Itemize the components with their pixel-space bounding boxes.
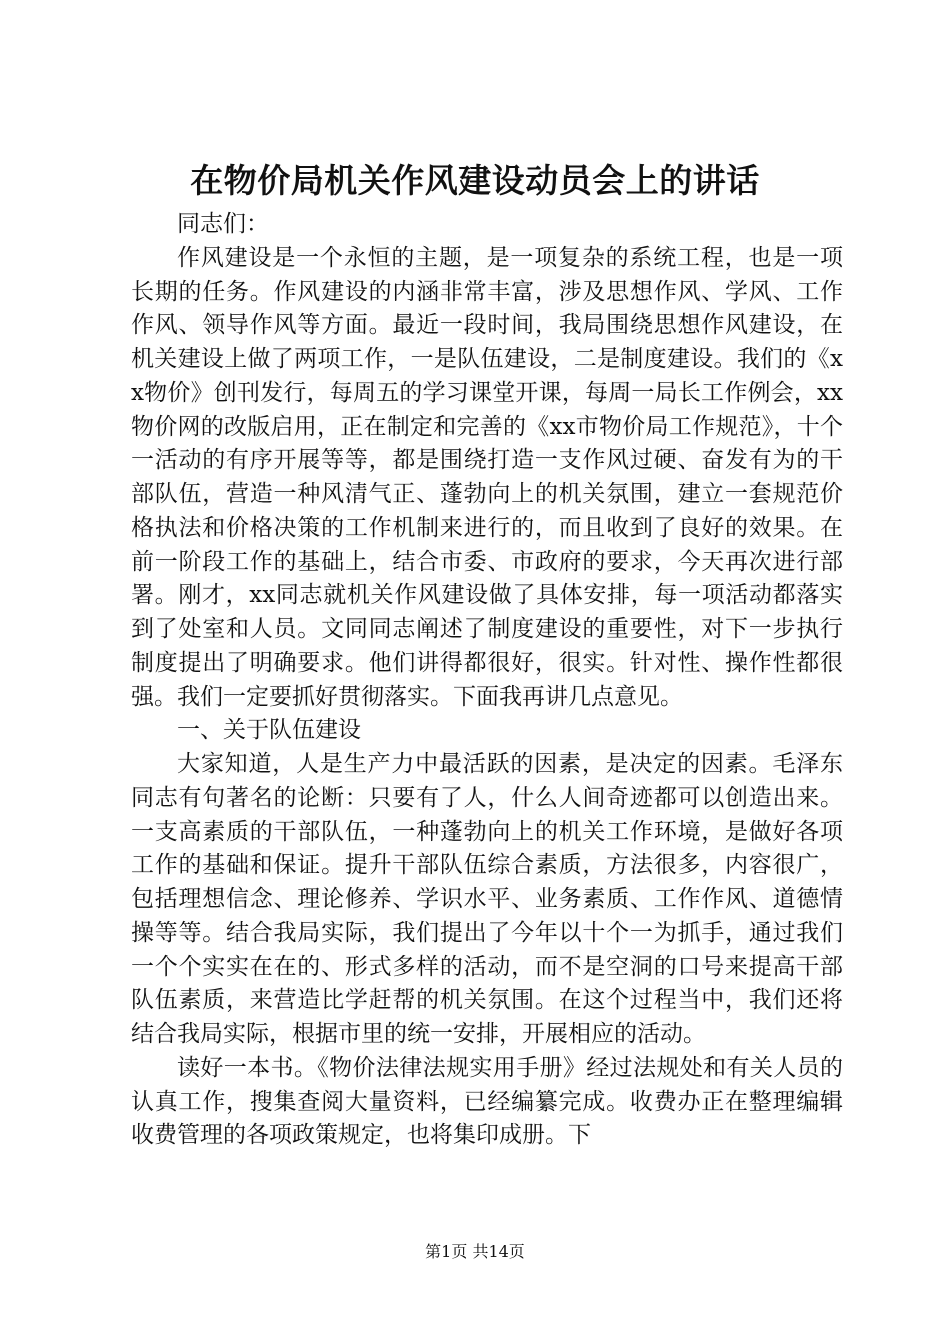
- document-title: 在物价局机关作风建设动员会上的讲话: [190, 161, 760, 200]
- section-heading: 一、关于队伍建设: [177, 717, 361, 744]
- paragraph-read-a-book: 读好一本书。《物价法律法规实用手册》经过法规处和有关人员的认真工作，搜集查阅大量资料，已经编纂完成。收费办正在整理编辑收费管理的各项政策规定，也将集印成册。下: [131, 1054, 843, 1149]
- document-body: [131, 208, 843, 1153]
- salutation: 同志们：: [177, 211, 269, 237]
- paragraph-team-building: 大家知道，人是生产力中最活跃的因素，是决定的因素。毛泽东同志有句著名的论断：只要有了人，什么人间奇迹都可以创造出来。一支高素质的干部队伍，一种蓬勃向上的机关工作环境，是做好各项工作的基础和保证。提升干部队伍综合素质，方法很多，内容很广，包括理想信念、理论修养、学识水平、业务素质、工作作风、道德情操等等。结合我局实际，我们提出了今年以十个一为抓手，通过我们一个个实实在在的、形式多样的活动，而不是空洞的口号来提高干部队伍素质，来营造比学赶帮的机关氛围。在这个过程当中，我们还将结合我局实际，根据市里的统一安排，开展相应的活动。: [131, 751, 843, 1047]
- paragraph-intro: 作风建设是一个永恒的主题，是一项复杂的系统工程，也是一项长期的任务。作风建设的内涵非常丰富，涉及思想作风、学风、工作作风、领导作风等方面。最近一段时间，我局围绕思想作风建设，在机关建设上做了两项工作，一是队伍建设，二是制度建设。我们的《xx物价》创刊发行，每周五的学习课堂开课，每周一局长工作例会，xx物价网的改版启用，正在制定和完善的《xx市物价局工作规范》，十个一活动的有序开展等等，都是围绕打造一支作风过硬、奋发有为的干部队伍，营造一种风清气正、蓬勃向上的机关氛围，建立一套规范价格执法和价格决策的工作机制来进行的，而且收到了良好的效果。在前一阶段工作的基础上，结合市委、市政府的要求，今天再次进行部署。刚才，xx同志就机关作风建设做了具体安排，每一项活动都落实到了处室和人员。文同同志阐述了制度建设的重要性，对下一步执行制度提出了明确要求。他们讲得都很好，很实。针对性、操作性都很强。我们一定要抓好贯彻落实。下面我再讲几点意见。: [131, 244, 843, 710]
- page-number-footer: 第1页 共14页: [425, 1242, 525, 1261]
